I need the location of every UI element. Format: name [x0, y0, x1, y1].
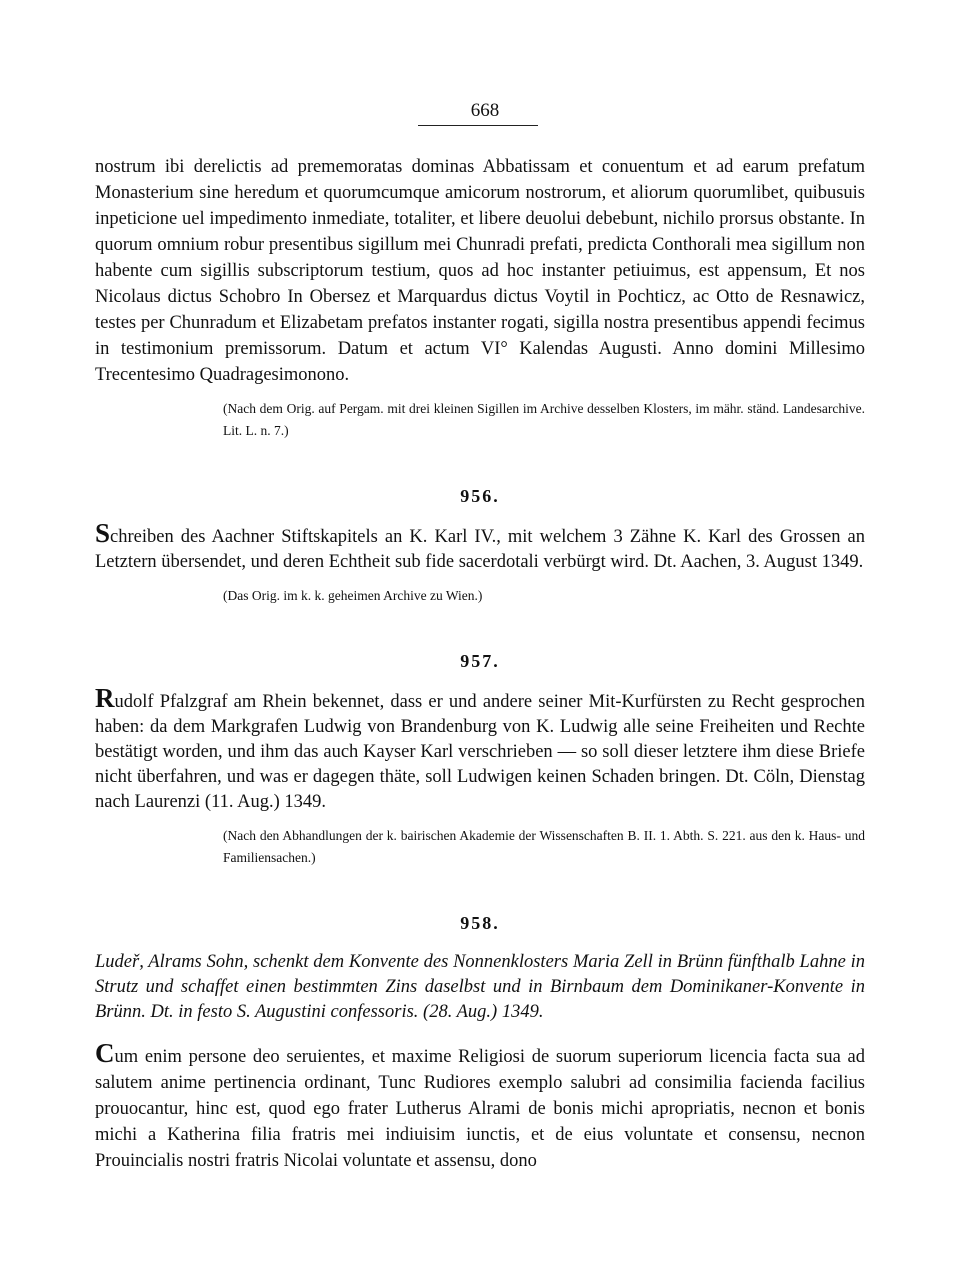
entry-958-number: 958. — [460, 913, 500, 933]
entry-956-text — [95, 518, 865, 575]
entry-958-summary: Ludeř, Alrams Sohn, schenkt dem Konvente des Nonnenklosters Maria Zell in Brünn fünfthalb Lahne in Strutz und schaffet einen bestimmten Zins daselbst und in Birnbaum dem Dominikaner-Konvente in Brünn. Dt. in festo S. Augustini confessoris. (28. Aug.) 1349. — [95, 952, 865, 1022]
entry-956-body: chreiben des Aachner Stiftskapitels an K. Karl IV., mit welchem 3 Zähne K. Karl des Grossen an Letztern übersendet, und deren Echtheit sub fide sacerdotali verbürgt wird. Dt. Aachen, 3. August 1349. — [95, 527, 865, 572]
top-paragraph: nostrum ibi derelictis ad prememoratas dominas Abbatissam et conuentum et ad earum prefatum Monasterium sine heredum et quorumcumque amicorum nostrorum, et aliorum quorumlibet, quibusuis inpeticione uel impedimento inmediate, totaliter, et libere deuolui debebunt, nichilo prorsus obstante. In quorum omnium robur presentibus sigillum mei Chunradi prefati, predicta Conthorali mea sigillum non habente cum sigillis subscriptorum testium, quos ad hoc instanter petiuimus, est appensum, Et nos Nicolaus dictus Schobro In Obersez et Marquardus dictus Voytil in Pochticz, ac Otto de Resnawicz, testes per Chunradum et Elizabetam prefatos instanter rogati, sigilla nostra presentibus appendi fecimus in testimonium premissorum. Datum et actum VI° Kalendas Augusti. Anno domini Millesimo Trecentesimo Quadragesimonono. — [95, 157, 865, 385]
entry-956-number: 956. — [460, 486, 500, 506]
entry-958-dropcap: C — [95, 1038, 115, 1068]
entry-957-body: udolf Pfalzgraf am Rhein bekennet, dass er und andere seiner Mit-Kurfürsten zu Recht gesprochen haben: da dem Markgrafen Ludwig von Brandenburg von K. Ludwig alle seine Freiheiten und Rechte bestätigt worden, und ihm das auch Kayser Karl verschrieben — so soll dieser letztere ihm diese Briefe nicht überfahren, und was er dagegen thäte, soll Ludwigen keinen Schaden bringen. Dt. Cöln, Dienstag nach Laurenzi (11. Aug.) 1349. — [95, 692, 865, 812]
entry-956-dropcap: S — [95, 518, 111, 548]
page-number-rule — [418, 125, 538, 126]
entry-957-dropcap: R — [95, 683, 115, 713]
entry-958-text — [95, 1038, 865, 1174]
top-note: (Nach dem Orig. auf Pergam. mit drei kleinen Sigillen im Archive desselben Klosters, im mähr. ständ. Landesarchive. Lit. L. n. 7.) — [223, 401, 865, 438]
entry-958-body: um enim persone deo seruientes, et maxime Religiosi de suorum superiorum licencia facta sua ad salutem anime pertinencia ordinant, Tunc Rudiores exemplo salubri ad consimilia facienda facilius prouocantur, hinc est, quod ego frater Lutherus Alrami de bonis michi apropriatis, necnon et bonis michi a Katherina filia fratris mei indiuisim iunctis, et de eius voluntate et consensu, necnon Prouincialis nostri fratris Nicolai voluntate et assensu, dono — [95, 1047, 865, 1171]
entry-957-text — [95, 683, 865, 815]
entry-956-note: (Das Orig. im k. k. geheimen Archive zu Wien.) — [223, 588, 483, 603]
entry-957-number: 957. — [460, 651, 500, 671]
page-number: 668 — [470, 100, 500, 121]
entry-957-note: (Nach den Abhandlungen der k. bairischen Akademie der Wissenschaften B. II. 1. Abth. S. 221. aus den k. Haus- und Familiensachen.) — [223, 828, 865, 865]
document-page — [95, 100, 865, 1174]
